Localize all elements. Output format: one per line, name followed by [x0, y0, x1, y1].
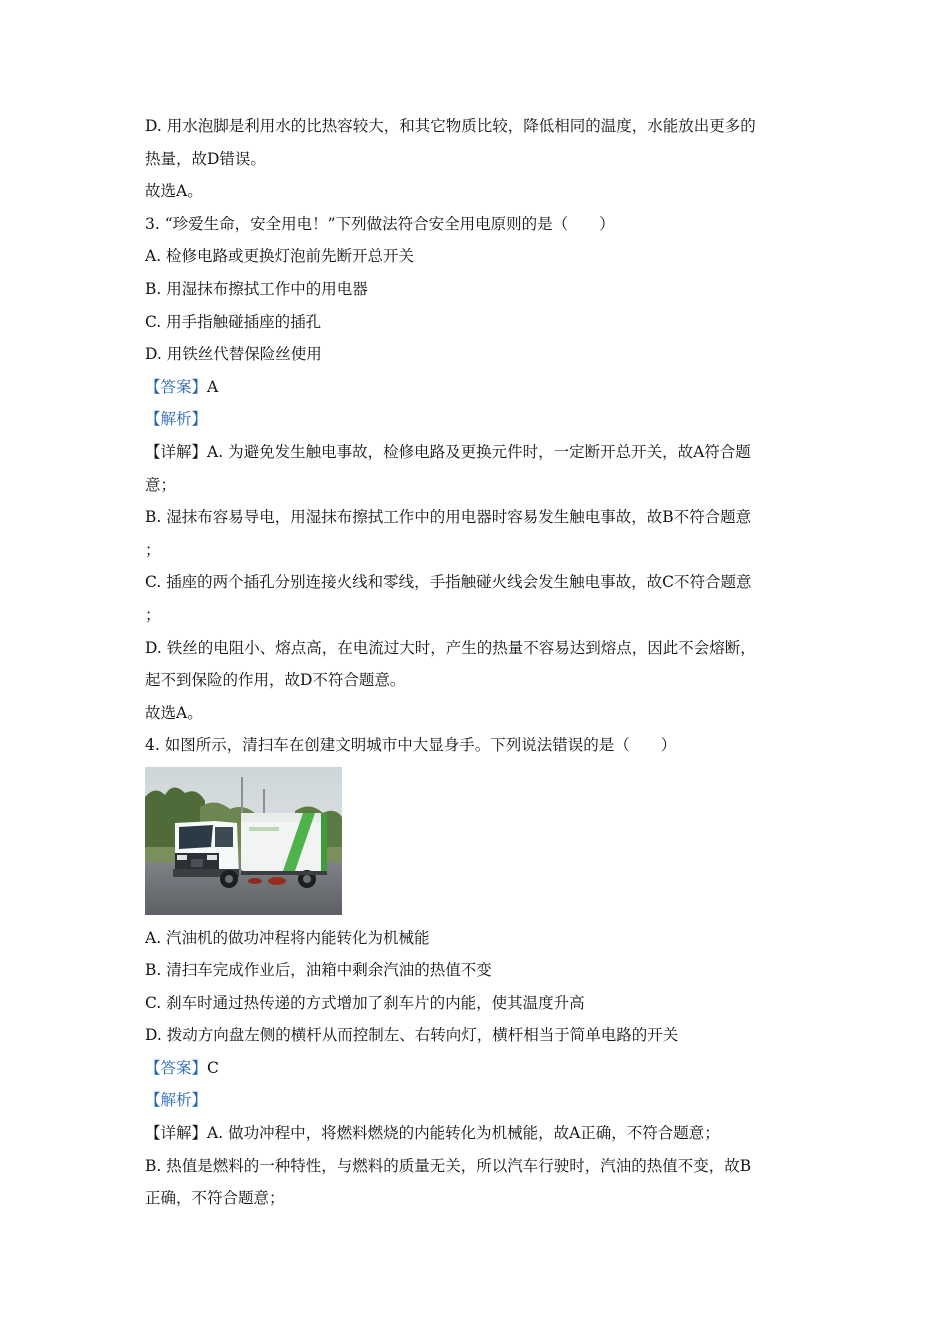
q3-detail-d2: 起不到保险的作用，故D不符合题意。 — [145, 671, 406, 689]
detail-text: A. 做功冲程中，将燃料燃烧的内能转化为机械能，故A正确，不符合题意； — [207, 1124, 720, 1142]
q3-detail-b1: B. 湿抹布容易导电，用湿抹布擦拭工作中的用电器时容易发生触电事故，故B不符合题意 — [145, 508, 752, 526]
detail-tag: 【详解】 — [145, 443, 208, 461]
q3-detail-d1: D. 铁丝的电阻小、熔点高，在电流过大时，产生的热量不容易达到熔点，因此不会熔断， — [145, 639, 756, 657]
q3-detail-a1 — [145, 442, 751, 462]
q3-detail-c2: ； — [145, 606, 161, 624]
q3-answer — [145, 377, 218, 397]
q4-analysis-tag: 【解析】 — [145, 1091, 208, 1109]
q4-answer — [145, 1058, 219, 1078]
q4-option-d: D. 拨动方向盘左侧的横杆从而控制左、右转向灯，横杆相当于简单电路的开关 — [145, 1026, 679, 1044]
q3-option-c: C. 用手指触碰插座的插孔 — [145, 313, 322, 331]
q3-analysis-tag: 【解析】 — [145, 410, 208, 428]
detail-text: A. 为避免发生触电事故，检修电路及更换元件时，一定断开总开关，故A符合题 — [207, 443, 751, 461]
question-3: 3. “珍爱生命，安全用电！”下列做法符合安全用电原则的是（ ） — [145, 215, 615, 233]
q4-detail-a — [145, 1123, 720, 1143]
q4-option-c: C. 刹车时通过热传递的方式增加了刹车片的内能，使其温度升高 — [145, 994, 585, 1012]
q3-detail-b2: ； — [145, 541, 161, 559]
q4-detail-b1: B. 热值是燃料的一种特性，与燃料的质量无关，所以汽车行驶时，汽油的热值不变，故B — [145, 1157, 752, 1175]
q3-detail-a2: 意； — [145, 476, 177, 494]
line-d2-b: 热量，故D错误。 — [145, 150, 266, 168]
answer-value: C — [207, 1059, 219, 1077]
q4-option-b: B. 清扫车完成作业后，油箱中剩余汽油的热值不变 — [145, 961, 492, 979]
street-sweeper-photo — [145, 767, 342, 915]
answer-value: A — [207, 378, 219, 396]
line-select-2: 故选A。 — [145, 182, 203, 200]
q3-detail-c1: C. 插座的两个插孔分别连接火线和零线，手指触碰火线会发生触电事故，故C不符合题意 — [145, 573, 752, 591]
q3-option-a: A. 检修电路或更换灯泡前先断开总开关 — [145, 247, 415, 265]
question-4: 4. 如图所示，清扫车在创建文明城市中大显身手。下列说法错误的是（ ） — [145, 736, 677, 754]
line-d2-a: D. 用水泡脚是利用水的比热容较大，和其它物质比较，降低相同的温度，水能放出更多的 — [145, 117, 756, 135]
q4-option-a: A. 汽油机的做功冲程将内能转化为机械能 — [145, 929, 430, 947]
line-select-3: 故选A。 — [145, 704, 203, 722]
q4-detail-b2: 正确，不符合题意； — [145, 1189, 285, 1207]
answer-tag: 【答案】 — [145, 1059, 208, 1077]
detail-tag: 【详解】 — [145, 1124, 208, 1142]
q3-option-d: D. 用铁丝代替保险丝使用 — [145, 345, 322, 363]
answer-tag: 【答案】 — [145, 378, 208, 396]
q3-option-b: B. 用湿抹布擦拭工作中的用电器 — [145, 280, 368, 298]
